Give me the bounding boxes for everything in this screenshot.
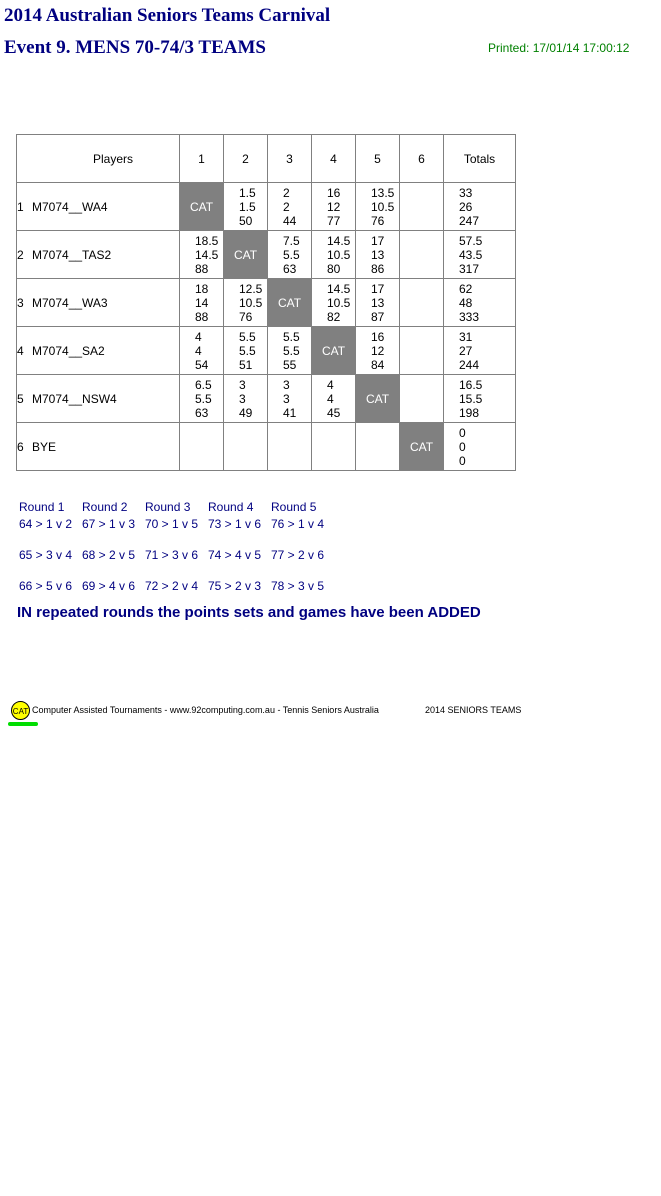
sets-value: 10.5 [327,295,351,310]
points-value: 7.5 [283,233,300,248]
points-value: 17 [371,233,385,248]
player-name[interactable]: M7074__WA3 [32,295,108,310]
footer-event: 2014 SENIORS TEAMS [425,705,522,715]
player-number: 4 [17,343,24,358]
table-row [17,183,516,231]
totals-cell [444,231,516,279]
table-row [17,423,516,471]
match-entry: 68 > 2 v 5 [82,548,136,562]
logo-underline [8,722,38,726]
points-value: 16 [371,329,385,344]
points-value: 2 [283,185,290,200]
total-sets: 15.5 [459,391,483,406]
games-value: 41 [283,405,297,420]
player-number: 2 [17,247,24,262]
score-cell [180,279,224,327]
total-points: 0 [459,425,466,440]
games-value: 54 [195,357,209,372]
points-value: 12.5 [239,281,263,296]
points-value: 16 [327,185,341,200]
footer-credit[interactable]: Computer Assisted Tournaments - www.92computing.com.au - Tennis Seniors Australia [32,705,379,715]
round-heading: Round 5 [271,500,317,514]
total-points: 33 [459,185,473,200]
score-cell [180,231,224,279]
points-value: 4 [195,329,202,344]
sets-value: 14.5 [195,247,219,262]
round-heading: Round 4 [208,500,254,514]
total-games: 247 [459,213,480,228]
total-points: 16.5 [459,377,483,392]
header-totals: Totals [444,135,516,183]
points-value: 1.5 [239,185,256,200]
cat-logo-icon: CAT [11,701,30,720]
match-entry: 66 > 5 v 6 [19,579,73,593]
sets-value: 14 [195,295,209,310]
player-name-cell [17,327,180,375]
player-name[interactable]: M7074__NSW4 [32,391,117,406]
score-cell [268,183,312,231]
points-value: 4 [327,377,334,392]
score-cell [224,327,268,375]
cat-diagonal-cell: CAT [356,375,400,423]
results-grid [16,134,516,471]
score-cell [356,327,400,375]
score-cell [400,327,444,375]
totals-cell [444,423,516,471]
score-cell [312,183,356,231]
total-games: 198 [459,405,480,420]
sets-value: 13 [371,247,385,262]
games-value: 80 [327,261,341,276]
cat-diagonal-cell: CAT [180,183,224,231]
player-name-cell [17,279,180,327]
score-cell [356,231,400,279]
games-value: 77 [327,213,341,228]
player-name-cell [17,423,180,471]
match-entry: 71 > 3 v 6 [145,548,199,562]
score-cell [224,423,268,471]
score-cell [224,375,268,423]
points-value: 5.5 [239,329,256,344]
points-value: 17 [371,281,385,296]
score-cell [180,327,224,375]
score-cell [312,279,356,327]
total-games: 0 [459,453,466,468]
table-row [17,231,516,279]
player-number: 3 [17,295,24,310]
sets-value: 4 [195,343,202,358]
score-cell [268,375,312,423]
match-entry: 78 > 3 v 5 [271,579,325,593]
total-sets: 26 [459,199,473,214]
total-sets: 0 [459,439,466,454]
total-sets: 27 [459,343,473,358]
event-title: Event 9. MENS 70-74/3 TEAMS [4,37,266,58]
player-name[interactable]: M7074__TAS2 [32,247,112,262]
sets-value: 2 [283,199,290,214]
header-col-4: 4 [312,135,356,183]
header-col-1: 1 [180,135,224,183]
player-name-cell [17,375,180,423]
total-games: 317 [459,261,480,276]
total-points: 62 [459,281,473,296]
totals-cell [444,183,516,231]
match-entry: 70 > 1 v 5 [145,517,199,531]
points-value: 6.5 [195,377,212,392]
score-cell [268,231,312,279]
games-value: 76 [239,309,253,324]
match-entry: 69 > 4 v 6 [82,579,136,593]
header-col-5: 5 [356,135,400,183]
points-value: 3 [283,377,290,392]
header-col-6: 6 [400,135,444,183]
total-games: 244 [459,357,480,372]
score-cell [356,183,400,231]
totals-cell [444,375,516,423]
sets-value: 4 [327,391,334,406]
games-value: 84 [371,357,385,372]
points-value: 14.5 [327,233,351,248]
score-cell [356,279,400,327]
cat-diagonal-cell: CAT [400,423,444,471]
total-sets: 43.5 [459,247,483,262]
header-col-3: 3 [268,135,312,183]
games-value: 49 [239,405,253,420]
round-heading: Round 2 [82,500,128,514]
score-cell [400,183,444,231]
games-value: 51 [239,357,253,372]
header-players: Players [17,135,180,183]
total-points: 57.5 [459,233,483,248]
points-value: 14.5 [327,281,351,296]
match-entry: 74 > 4 v 5 [208,548,262,562]
score-cell [312,231,356,279]
player-name-cell [17,183,180,231]
sets-value: 5.5 [195,391,212,406]
sets-value: 1.5 [239,199,256,214]
games-value: 87 [371,309,385,324]
sets-value: 5.5 [239,343,256,358]
score-cell [224,183,268,231]
games-value: 44 [283,213,297,228]
games-value: 63 [195,405,209,420]
cat-diagonal-cell: CAT [268,279,312,327]
sets-value: 10.5 [239,295,263,310]
match-entry: 64 > 1 v 2 [19,517,73,531]
match-entry: 72 > 2 v 4 [145,579,199,593]
sets-value: 12 [327,199,341,214]
score-cell [400,375,444,423]
round-heading: Round 1 [19,500,65,514]
table-row [17,327,516,375]
table-row [17,279,516,327]
score-cell [312,423,356,471]
carnival-title: 2014 Australian Seniors Teams Carnival [4,5,331,26]
points-value: 13.5 [371,185,395,200]
games-value: 63 [283,261,297,276]
sets-value: 3 [283,391,290,406]
sets-value: 13 [371,295,385,310]
cat-diagonal-cell: CAT [224,231,268,279]
points-value: 18 [195,281,209,296]
match-entry: 77 > 2 v 6 [271,548,325,562]
match-entry: 75 > 2 v 3 [208,579,262,593]
printed-timestamp: Printed: 17/01/14 17:00:12 [488,41,630,55]
score-cell [400,279,444,327]
match-entry: 76 > 1 v 4 [271,517,325,531]
sets-value: 10.5 [327,247,351,262]
header-col-2: 2 [224,135,268,183]
points-value: 5.5 [283,329,300,344]
games-value: 76 [371,213,385,228]
total-sets: 48 [459,295,473,310]
player-number: 1 [17,199,24,214]
cat-diagonal-cell: CAT [312,327,356,375]
score-cell [312,375,356,423]
score-cell [180,375,224,423]
player-name[interactable]: BYE [32,439,57,454]
score-cell [356,423,400,471]
games-value: 88 [195,261,209,276]
totals-cell [444,279,516,327]
totals-cell [444,327,516,375]
score-cell [180,423,224,471]
score-cell [224,279,268,327]
points-value: 18.5 [195,233,219,248]
match-entry: 67 > 1 v 3 [82,517,136,531]
sets-value: 5.5 [283,247,300,262]
games-value: 55 [283,357,297,372]
repeated-rounds-note: IN repeated rounds the points sets and games have been ADDED [17,604,481,621]
match-entry: 65 > 3 v 4 [19,548,73,562]
sets-value: 5.5 [283,343,300,358]
score-cell [268,327,312,375]
games-value: 45 [327,405,341,420]
player-number: 5 [17,391,24,406]
table-row [17,375,516,423]
games-value: 88 [195,309,209,324]
player-number: 6 [17,439,24,454]
player-name-cell [17,231,180,279]
round-heading: Round 3 [145,500,191,514]
games-value: 50 [239,213,253,228]
games-value: 86 [371,261,385,276]
sets-value: 12 [371,343,385,358]
points-value: 3 [239,377,246,392]
sets-value: 3 [239,391,246,406]
total-games: 333 [459,309,480,324]
sets-value: 10.5 [371,199,395,214]
games-value: 82 [327,309,341,324]
total-points: 31 [459,329,473,344]
player-name[interactable]: M7074__SA2 [32,343,105,358]
score-cell [400,231,444,279]
player-name[interactable]: M7074__WA4 [32,199,108,214]
match-entry: 73 > 1 v 6 [208,517,262,531]
score-cell [268,423,312,471]
